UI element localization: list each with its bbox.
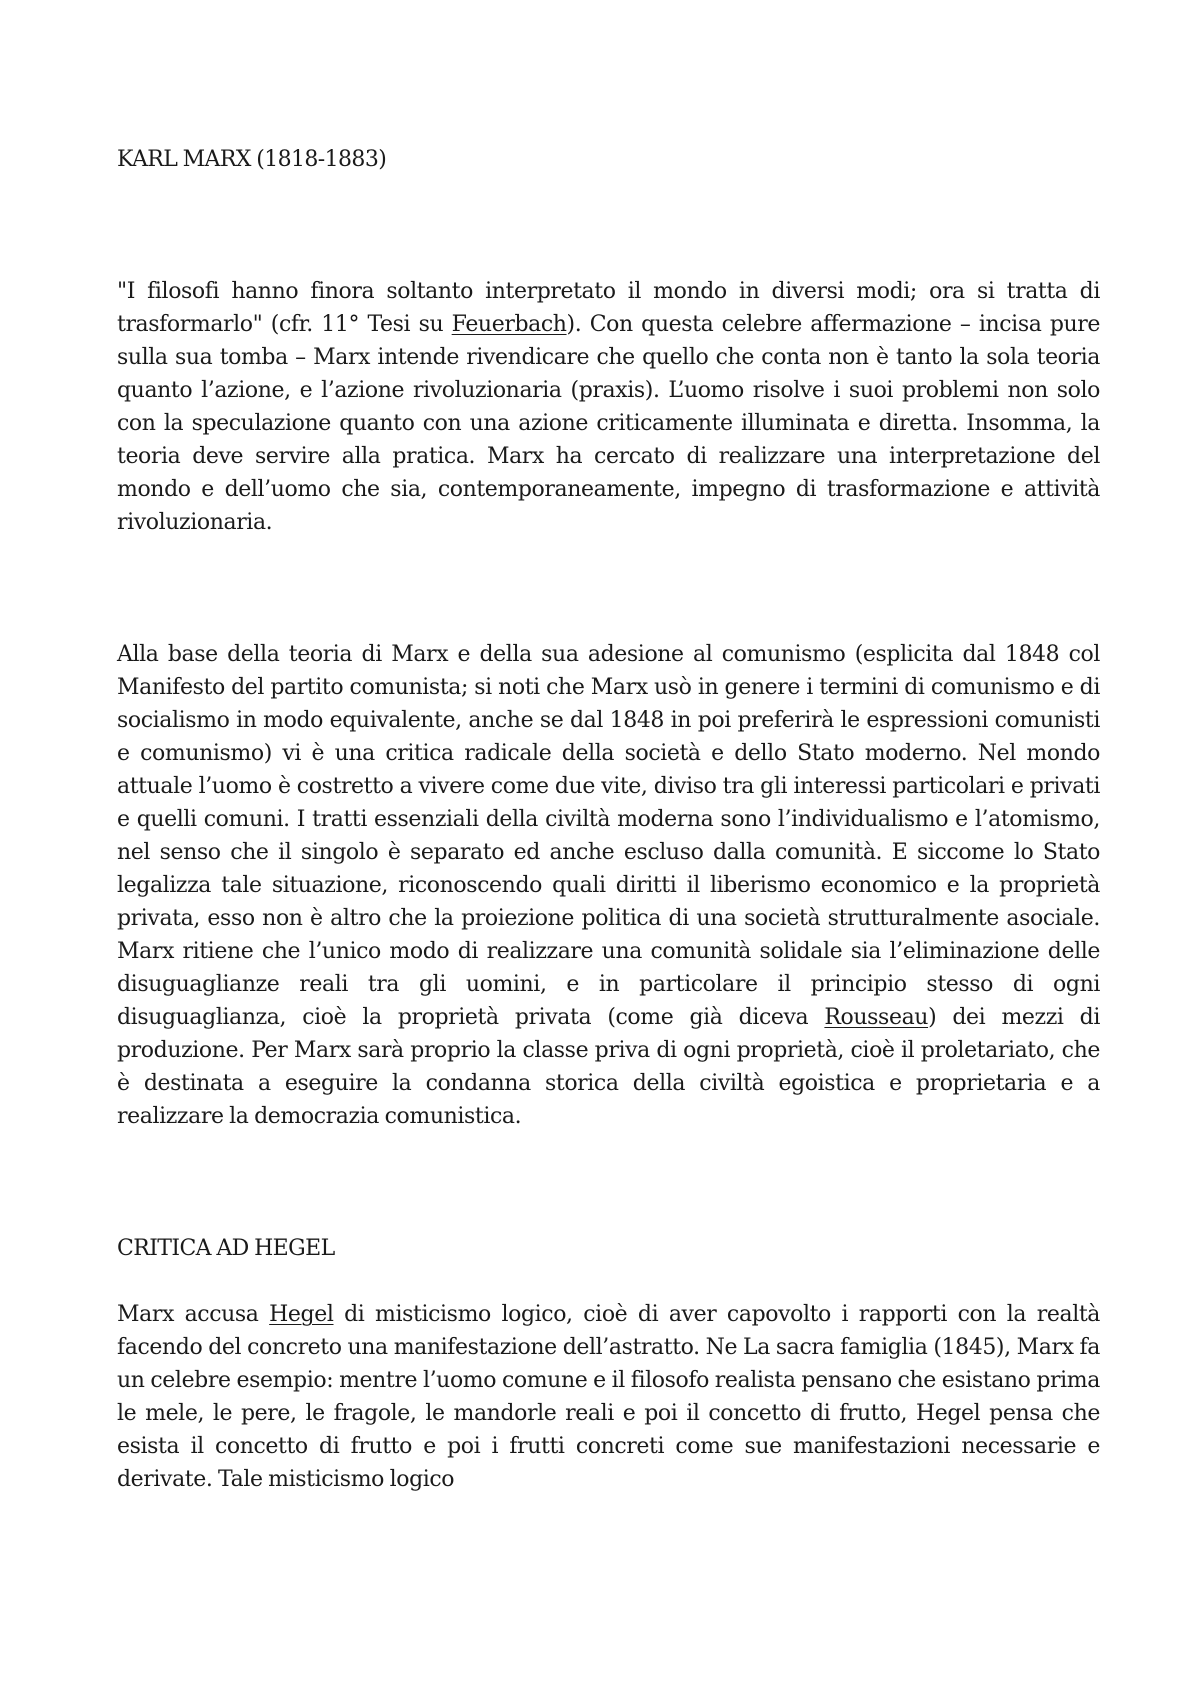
paragraph-communism-text-b: ) dei mezzi di produzione. Per Marx sarà proprio la classe priva di ogni proprietà, cioè il proletariato, che è destinata a eseguire la condanna storica della civiltà egoistica e proprietaria e a realizzare la democrazia comunistica. [117, 1005, 1100, 1129]
link-hegel[interactable]: Hegel [269, 1302, 334, 1327]
link-rousseau[interactable]: Rousseau [824, 1005, 929, 1030]
spacer [117, 539, 1100, 638]
section-heading-hegel: CRITICA AD HEGEL [117, 1236, 335, 1261]
paragraph-intro-text-a: "I filosofi hanno finora soltanto interpretato il mondo in diversi modi; ora si tratta di trasformarlo" (cfr. 11° Tesi su [117, 279, 1100, 337]
spacer [117, 1133, 1100, 1232]
paragraph-hegel-text-a: Marx accusa [117, 1302, 270, 1327]
paragraph-intro-text-b: ). Con questa celebre affermazione – incisa pure sulla sua tomba – Marx intende rivendicare che quello che conta non è tanto la sola teoria quanto l’azione, e l’azione rivoluzionaria (praxis). L’uomo risolve i suoi problemi non solo con la speculazione quanto con una azione criticamente illuminata e diretta. Insomma, la teoria deve servire alla pratica. Marx ha cercato di realizzare una interpretazione del mondo e dell’uomo che sia, contemporaneamente, impegno di trasformazione e attività rivoluzionaria. [117, 312, 1101, 535]
paragraph-intro [117, 275, 1100, 539]
paragraph-communism [117, 638, 1100, 1133]
link-feuerbach[interactable]: Feuerbach [451, 312, 567, 337]
document-title: KARL MARX (1818-1883) [117, 147, 387, 172]
paragraph-hegel-text-b: di misticismo logico, cioè di aver capovolto i rapporti con la realtà facendo del concreto una manifestazione dell’astratto. Ne La sacra famiglia (1845), Marx fa un celebre esempio: mentre l’uomo comune e il filosofo realista pensano che esistano prima le mele, le pere, le fragole, le mandorle reali e poi il concetto di frutto, Hegel pensa che esista il concetto di frutto e poi i frutti concreti come sue manifestazioni necessarie e derivate. Tale misticismo logico [117, 1302, 1100, 1492]
document-body [117, 143, 1100, 1496]
paragraph-hegel [117, 1298, 1100, 1496]
spacer [117, 1265, 1100, 1298]
paragraph-communism-text-a: Alla base della teoria di Marx e della sua adesione al comunismo (esplicita dal 1848 col Manifesto del partito comunista; si noti che Marx usò in genere i termini di comunismo e di socialismo in modo equivalente, anche se dal 1848 in poi preferirà le espressioni comunisti e comunismo) vi è una critica radicale della società e dello Stato moderno. Nel mondo attuale l’uomo è costretto a vivere come due vite, diviso tra gli interessi particolari e privati e quelli comuni. I tratti essenziali della civiltà moderna sono l’individualismo e l’atomismo, nel senso che il singolo è separato ed anche escluso dalla comunità. E siccome lo Stato legalizza tale situazione, riconoscendo quali diritti il liberismo economico e la proprietà privata, esso non è altro che la proiezione politica di una società strutturalmente asociale. Marx ritiene che l’unico modo di realizzare una comunità solidale sia l’eliminazione delle disuguaglianze reali tra gli uomini, e in particolare il principio stesso di ogni disuguaglianza, cioè la proprietà privata (come già diceva [117, 642, 1100, 1030]
spacer [117, 176, 1100, 275]
